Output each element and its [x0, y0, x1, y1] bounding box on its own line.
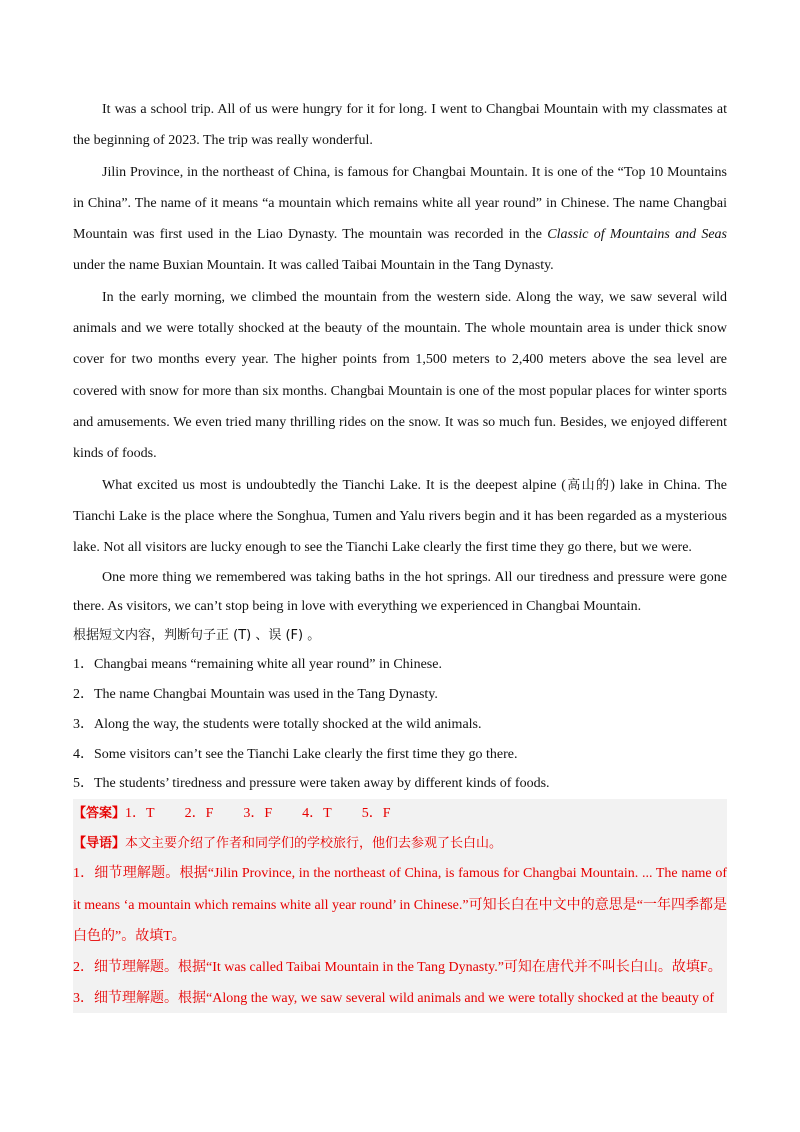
paragraph-4-text-a: What excited us most is undoubtedly the Tianchi Lake. It is the deepest alpine (	[102, 477, 566, 493]
question-1: 1．Changbai means “remaining white all year round” in Chinese.	[73, 657, 442, 673]
paragraph-1: It was a school trip. All of us were hungry for it for long. I went to Changbai Mountain with my classmates at the beginning of 2023. The trip was really wonderful.	[73, 102, 727, 149]
document-page	[73, 94, 727, 1013]
paragraph-4-text-b: ) lake in China. The Tianchi Lake is the place where the Songhua, Tumen and Yalu rivers begin and it has been regarded as a mysterious lake. Not all visitors are lucky enough to see the Tianchi Lake clearly the first time they go there, but we were.	[73, 477, 727, 556]
answer-section	[73, 799, 727, 1013]
paragraph-2-text-b: under the name Buxian Mountain. It was called Taibai Mountain in the Tang Dynasty.	[73, 258, 554, 274]
paragraph-4-cjk-gloss: 高山的	[565, 477, 611, 493]
instruction-text: 根据短文内容，判断句子正 (T) 、误 (F) 。	[73, 628, 321, 644]
guide-text: 本文主要介绍了作者和同学们的学校旅行，他们去参观了长白山。	[125, 835, 503, 851]
paragraph-3: In the early morning, we climbed the mountain from the western side. Along the way, we saw several wild animals and we were totally shocked at the beauty of the mountain. The whole mountain area is under thick snow cover for two months every year. The higher points from 1,500 meters to 2,400 meters above the sea level are covered with snow for more than six months. Changbai Mountain is one of the most popular places for winter sports and amusements. We even tried many thrilling rides on the snow. It was so much fun. Besides, we enjoyed different kinds of foods.	[73, 289, 727, 462]
book-title: Classic of Mountains and Seas	[547, 227, 727, 243]
paragraph-5: One more thing we remembered was taking baths in the hot springs. All our tiredness and pressure were gone there. As visitors, we can’t stop being in love with everything we experienced in Changbai Mountain.	[73, 570, 727, 615]
question-2: 2．The name Changbai Mountain was used in the Tang Dynasty.	[73, 687, 438, 703]
guide-line	[73, 829, 727, 859]
question-3: 3．Along the way, the students were totally shocked at the wild animals.	[73, 716, 482, 732]
guide-label: 【导语】	[73, 835, 126, 851]
answer-line	[73, 799, 727, 829]
paragraph-4	[73, 470, 727, 564]
answer-item-5: 5．F	[361, 805, 391, 821]
answer-item-2: 2．F	[184, 805, 214, 821]
answer-label: 【答案】	[73, 805, 126, 821]
question-5: 5．The students’ tiredness and pressure were taken away by different kinds of foods.	[73, 776, 550, 792]
explanation-1: 1．细节理解题。根据“Jilin Province, in the northeast of China, is famous for Changbai Mountain. ... The name of it means ‘a mountain which remains white all year round’ in Chinese.”可知长白在中文中的意思是“一年四季都是白色的”。故填T。	[73, 866, 727, 944]
answer-item-3: 3．F	[243, 805, 273, 821]
paragraph-2	[73, 157, 727, 282]
answer-item-4: 4．T	[302, 805, 332, 821]
explanation-3: 3．细节理解题。根据“Along the way, we saw several wild animals and we were totally shocked at the beauty of	[73, 990, 714, 1006]
question-4: 4．Some visitors can’t see the Tianchi Lake clearly the first time they go there.	[73, 746, 518, 762]
explanation-2: 2．细节理解题。根据“It was called Taibai Mountain in the Tang Dynasty.”可知在唐代并不叫长白山。故填F。	[73, 960, 722, 976]
answer-item-1: 1．T	[125, 805, 155, 821]
paragraph-2-text-a: Jilin Province, in the northeast of China, is famous for Changbai Mountain. It is one of the “Top 10 Mountains in China”. The name of it means “a mountain which remains white all year round” in Chinese. The name Changbai Mountain was first used in the Liao Dynasty. The mountain was recorded in the	[73, 164, 727, 243]
